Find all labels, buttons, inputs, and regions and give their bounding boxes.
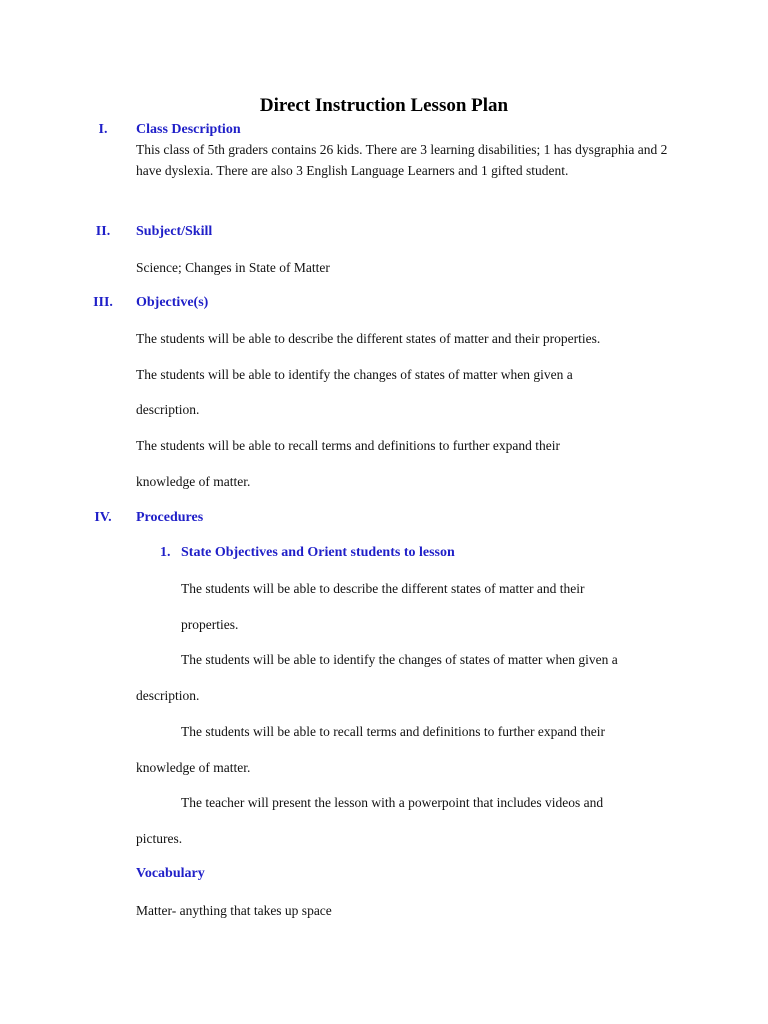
objective-line: The students will be able to identify the changes of states of matter when given a xyxy=(136,367,573,382)
objective-line: The students will be able to recall terms and definitions to further expand their xyxy=(136,438,560,453)
class-description-paragraph: This class of 5th graders contains 26 kids. There are 3 learning disabilities; 1 has dysgraphia and 2 have dyslexia. There are also 3 English Language Learners and 1 gifted student. xyxy=(136,142,668,178)
section-heading-class-description: Class Description xyxy=(136,122,241,137)
subsection-number-1: 1. xyxy=(160,545,171,560)
procedure-line: The students will be able to identify the changes of states of matter when given a xyxy=(181,652,618,667)
objective-line: knowledge of matter. xyxy=(136,474,251,489)
subsection-heading-state-objectives: State Objectives and Orient students to lesson xyxy=(181,545,455,560)
section-numeral-1: I. xyxy=(98,122,108,137)
objective-line: description. xyxy=(136,402,200,417)
section-heading-objectives: Objective(s) xyxy=(136,295,209,310)
procedure-line: description. xyxy=(136,688,200,703)
procedure-line: The students will be able to recall terms and definitions to further expand their xyxy=(181,724,605,739)
vocabulary-item: Matter- anything that takes up space xyxy=(136,903,332,918)
procedure-line: The teacher will present the lesson with a powerpoint that includes videos and xyxy=(181,795,604,810)
subject-skill-text: Science; Changes in State of Matter xyxy=(136,260,330,275)
procedure-line: The students will be able to describe the different states of matter and their xyxy=(181,581,585,596)
section-heading-procedures: Procedures xyxy=(136,510,204,525)
procedure-line: knowledge of matter. xyxy=(136,760,251,775)
objective-line: The students will be able to describe the different states of matter and their properties. xyxy=(136,331,601,346)
section-heading-subject-skill: Subject/Skill xyxy=(136,224,213,239)
vocabulary-heading: Vocabulary xyxy=(136,866,205,881)
procedure-line: pictures. xyxy=(136,831,183,846)
section-numeral-3: III. xyxy=(93,295,113,310)
document-title: Direct Instruction Lesson Plan xyxy=(259,95,509,116)
procedure-line: properties. xyxy=(181,617,239,632)
section-numeral-4: IV. xyxy=(94,510,112,525)
section-numeral-2: II. xyxy=(95,224,111,239)
